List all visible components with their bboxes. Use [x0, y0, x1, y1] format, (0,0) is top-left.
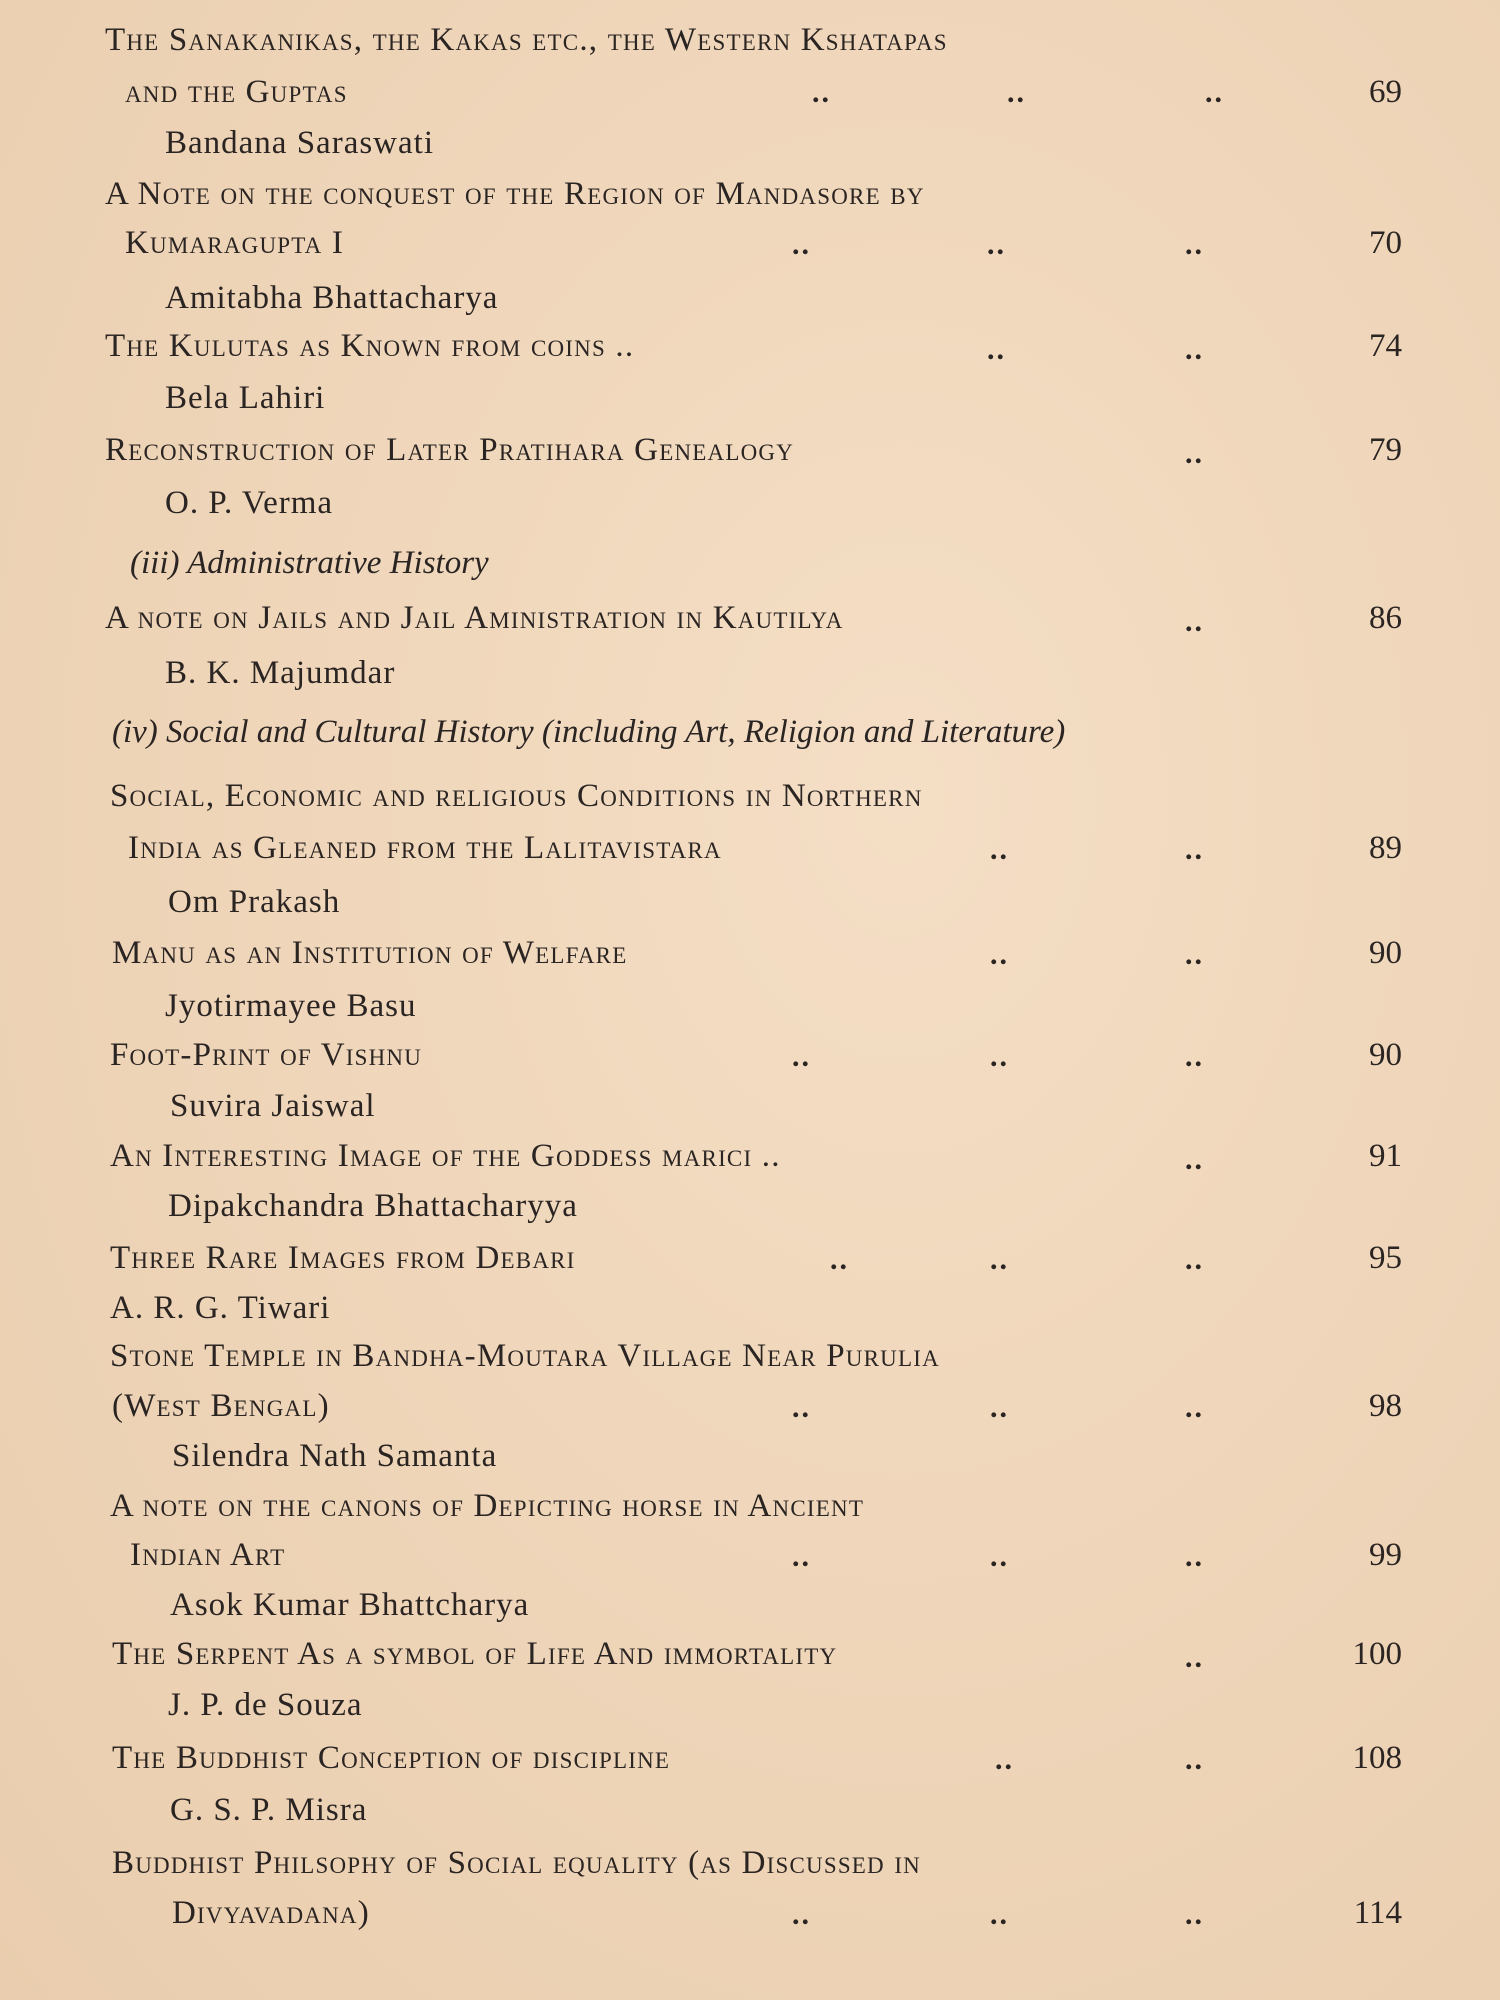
entry-author: Silendra Nath Samanta — [172, 1438, 498, 1474]
page-number: 89 — [1369, 830, 1402, 866]
entry-author: Om Prakash — [168, 884, 341, 920]
leader-dots: .. — [990, 1540, 1009, 1573]
leader-dots: .. — [1007, 76, 1026, 109]
page-number: 90 — [1369, 935, 1402, 971]
entry-title: The Serpent As a symbol of Life And immortality — [112, 1636, 838, 1672]
entry-title: The Sanakanikas, the Kakas etc., the Western Kshatapas — [105, 22, 948, 58]
entry-title: Foot-Print of Vishnu — [110, 1037, 423, 1073]
entry-author: Amitabha Bhattacharya — [165, 280, 499, 316]
entry-author: Dipakchandra Bhattacharyya — [168, 1188, 578, 1224]
page-number: 95 — [1369, 1240, 1402, 1276]
page-number: 100 — [1352, 1636, 1402, 1672]
leader-dots: .. — [1185, 1540, 1204, 1573]
section-numeral: (iv) — [112, 714, 158, 750]
section-title: Social and Cultural History (including Art, Religion and Literature) — [166, 714, 1066, 750]
page-number: 99 — [1369, 1537, 1402, 1573]
leader-dots: .. — [792, 1040, 811, 1073]
page-number: 86 — [1369, 600, 1402, 636]
entry-title: Divyavadana) — [172, 1895, 370, 1931]
leader-dots: .. — [1185, 228, 1204, 261]
entry-title: A note on Jails and Jail Aministration in Kautilya — [105, 600, 844, 636]
entry-author: J. P. de Souza — [168, 1687, 363, 1723]
leader-dots: .. — [1185, 1641, 1204, 1674]
entry-author: A. R. G. Tiwari — [110, 1290, 331, 1326]
entry-title: Three Rare Images from Debari — [110, 1240, 576, 1276]
page-number: 79 — [1369, 432, 1402, 468]
leader-dots: .. — [1185, 1143, 1204, 1176]
leader-dots: .. — [990, 833, 1009, 866]
entry-author: Asok Kumar Bhattcharya — [170, 1587, 530, 1623]
entry-title: The Buddhist Conception of discipline — [112, 1740, 671, 1776]
leader-dots: .. — [990, 938, 1009, 971]
leader-dots: .. — [1185, 1040, 1204, 1073]
entry-title: A Note on the conquest of the Region of Mandasore by — [105, 176, 925, 212]
entry-author: B. K. Majumdar — [165, 655, 396, 691]
entry-title: A note on the canons of Depicting horse in Ancient — [110, 1488, 865, 1524]
leader-dots: .. — [812, 76, 831, 109]
entry-title: (West Bengal) — [112, 1388, 330, 1424]
page-number: 108 — [1352, 1740, 1402, 1776]
entry-author: G. S. P. Misra — [170, 1792, 368, 1828]
leader-dots: .. — [1185, 333, 1204, 366]
leader-dots: .. — [987, 333, 1006, 366]
leader-dots: .. — [1185, 938, 1204, 971]
section-heading — [112, 714, 1065, 751]
page-number: 70 — [1369, 225, 1402, 261]
entry-title: Manu as an Institution of Welfare — [112, 935, 628, 971]
leader-dots: .. — [987, 228, 1006, 261]
page-number: 90 — [1369, 1037, 1402, 1073]
page-number: 74 — [1369, 328, 1402, 364]
leader-dots: .. — [792, 1540, 811, 1573]
section-heading — [130, 545, 489, 582]
leader-dots: .. — [990, 1898, 1009, 1931]
leader-dots: .. — [1185, 833, 1204, 866]
leader-dots: .. — [990, 1040, 1009, 1073]
section-numeral: (iii) — [130, 545, 180, 581]
entry-title: Indian Art — [130, 1537, 286, 1573]
leader-dots: .. — [995, 1743, 1014, 1776]
entry-title: An Interesting Image of the Goddess marici .. — [110, 1138, 781, 1174]
entry-author: Jyotirmayee Basu — [165, 988, 417, 1024]
leader-dots: .. — [1185, 605, 1204, 638]
entry-title: Buddhist Philsophy of Social equality (as Discussed in — [112, 1845, 921, 1881]
leader-dots: .. — [990, 1391, 1009, 1424]
leader-dots: .. — [990, 1243, 1009, 1276]
entry-title: India as Gleaned from the Lalitavistara — [128, 830, 722, 866]
leader-dots: .. — [1185, 437, 1204, 470]
entry-author: Bela Lahiri — [165, 380, 326, 416]
page-number: 98 — [1369, 1388, 1402, 1424]
page-number: 114 — [1353, 1895, 1402, 1931]
entry-author: Suvira Jaiswal — [170, 1088, 376, 1124]
leader-dots: .. — [830, 1243, 849, 1276]
leader-dots: .. — [792, 1898, 811, 1931]
entry-title: Stone Temple in Bandha-Moutara Village Near Purulia — [110, 1338, 940, 1374]
entry-title: The Kulutas as Known from coins .. — [105, 328, 635, 364]
leader-dots: .. — [1185, 1743, 1204, 1776]
leader-dots: .. — [792, 228, 811, 261]
entry-title: Kumaragupta I — [125, 225, 345, 261]
leader-dots: .. — [1185, 1898, 1204, 1931]
entry-author: Bandana Saraswati — [165, 125, 434, 161]
leader-dots: .. — [1185, 1243, 1204, 1276]
entry-author: O. P. Verma — [165, 485, 334, 521]
page-number: 69 — [1369, 74, 1402, 110]
leader-dots: .. — [792, 1391, 811, 1424]
leader-dots: .. — [1205, 76, 1224, 109]
entry-title: and the Guptas — [125, 74, 348, 110]
leader-dots: .. — [1185, 1391, 1204, 1424]
section-title: Administrative History — [187, 545, 489, 581]
page-number: 91 — [1369, 1138, 1402, 1174]
entry-title: Social, Economic and religious Conditions in Northern — [110, 778, 923, 814]
entry-title: Reconstruction of Later Pratihara Genealogy — [105, 432, 795, 468]
